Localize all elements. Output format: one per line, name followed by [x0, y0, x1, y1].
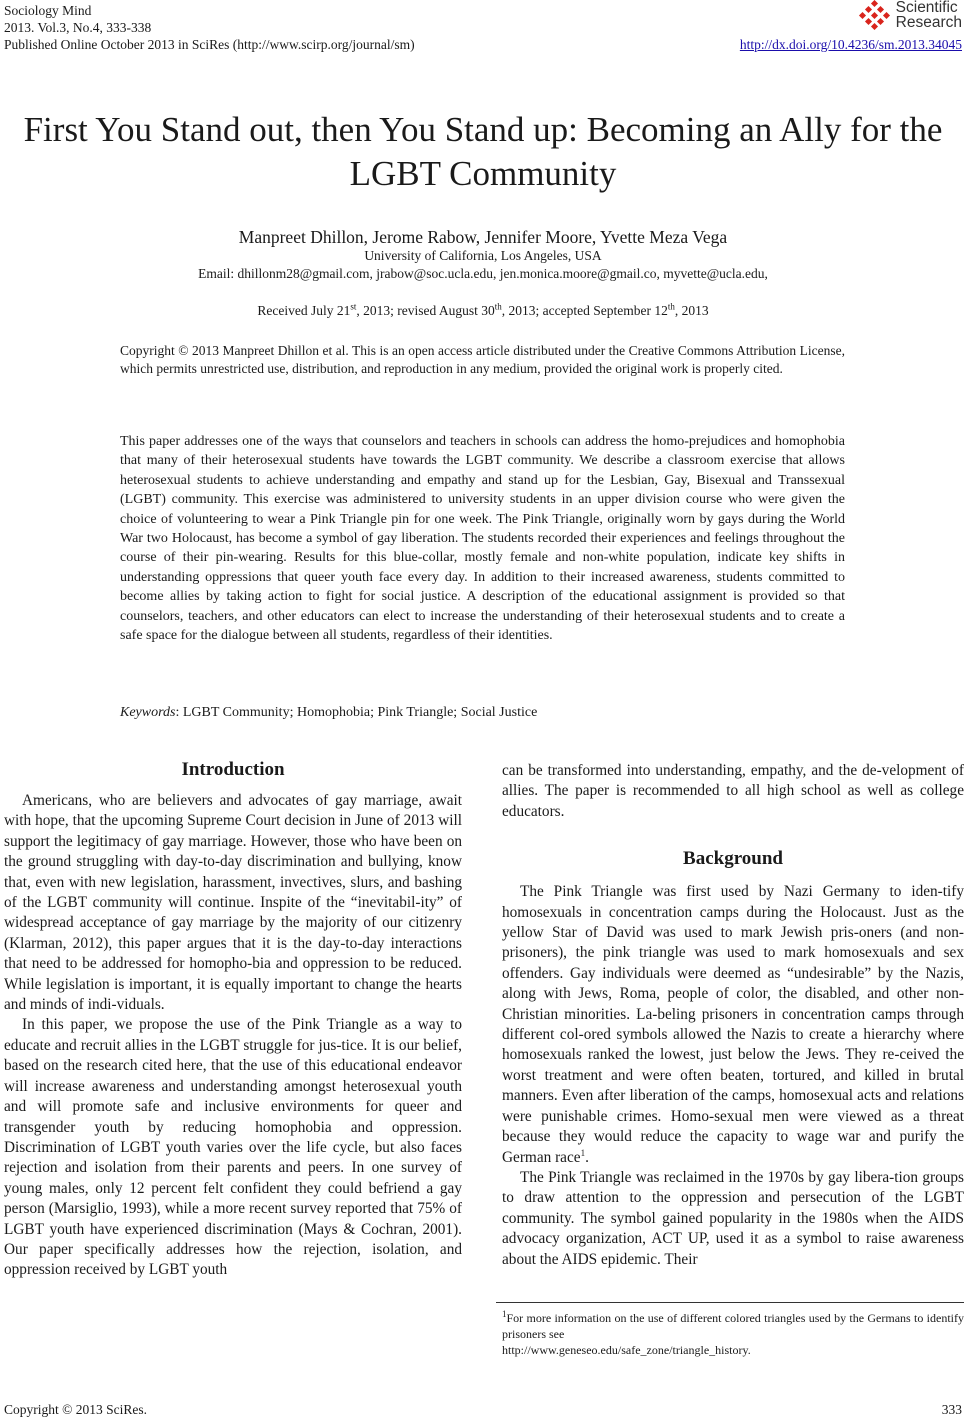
publication-info: Published Online October 2013 in SciRes (http://www.scirp.org/journal/sm): [4, 37, 415, 52]
footnote-divider: [496, 1302, 964, 1303]
received-dates: Received July 21st, 2013; revised August 30th, 2013; accepted September 12th, 2013: [257, 301, 709, 318]
journal-name: Sociology Mind: [4, 3, 92, 18]
logo-text-line2: Research: [895, 14, 962, 31]
footnote-url[interactable]: http://www.geneseo.edu/safe_zone/triangle_history.: [502, 1343, 751, 1357]
page-number: 333: [941, 1402, 962, 1417]
journal-volume: 2013. Vol.3, No.4, 333-338: [4, 20, 152, 35]
scientific-research-logo: [858, 0, 962, 30]
footnote: $^1$For more information on the use of different colored triangles used by the Germans to identify prisoners see http://www.geneseo.edu/safe_zone/triangle_history.: [502, 1309, 964, 1357]
keywords-text: : LGBT Community; Homophobia; Pink Triangle; Social Justice: [175, 705, 538, 720]
intro-paragraph-3: can be transformed into understanding, empathy, and the de-velopment of allies. The paper is recommended to all high school as well as college educators.: [502, 762, 964, 820]
logo-diamond-icon: [858, 0, 892, 30]
author-emails: Email: dhillonm28@gmail.com, jrabow@soc.ucla.edu, jen.monica.moore@gmail.co, myvette@ucla.edu,: [198, 266, 768, 281]
keywords: [120, 705, 845, 721]
paper-title: First You Stand out, then You Stand up: Becoming an Ally for the LGBT Community: [23, 110, 943, 193]
left-column: [4, 757, 462, 1281]
introduction-heading: Introduction: [181, 759, 285, 780]
background-paragraph-1: The Pink Triangle was first used by Nazi Germany to iden-tify homosexuals in concentration camps during the Holocaust. Just as the yellow Star of David was used to mark Jewish pris-oners (and non-prisoners), the pink triangle was used to mark homosexuals and sex offenders. Gay individuals were deemed as “undesirable” by the Nazis, along with Jews, Roma, people of color, the disabled, and other non-Christian minorities. La-beling prisoners in concentration camps through different col-ored symbols allowed the Nazis to create a hierarchy where homosexuals ranked the lowest, just below the Jews. They re-ceived the worst treatment and were often beaten, tortured, and killed in brutal manners. Even after liberation of the camps, homosexual acts and relations were punishable crimes. Homo-sexual men were viewed as a threat because they would reduce the capacity to wage war and purify the German race$^1$.: [502, 883, 964, 1166]
authors: Manpreet Dhillon, Jerome Rabow, Jennifer Moore, Yvette Meza Vega: [238, 227, 728, 247]
right-column: [502, 761, 964, 1270]
doi-link[interactable]: http://dx.doi.org/10.4236/sm.2013.34045: [739, 37, 962, 52]
copyright-notice: Copyright © 2013 Manpreet Dhillon et al. This is an open access article distributed under the Creative Commons Attribution License, which permits unrestricted use, distribution, and reproduction in any medium, provided the original work is properly cited.: [120, 343, 845, 376]
abstract: This paper addresses one of the ways that counselors and teachers in schools can address the homo-prejudices and homophobia that many of their heterosexual students have towards the LGBT community. We describe a classroom exercise that allows heterosexual students to achieve understanding and empathy and stand up for the Lesbian, Gay, Bisexual and Transsexual (LGBT) community. This exercise was administered to university students in an upper division course who were given the choice of volunteering to wear a Pink Triangle pin for one week. The Pink Triangle, originally worn by gays during the World War two Holocaust, has become a symbol of gay liberation. The students recorded their experiences and feelings throughout the course of their pin-wearing. Results for this blue-collar, mostly female and non-white population, indicate key shifts in understanding oppressions that queer youth face every day. In addition to their increased awareness, students committed to become allies by taking action to fight for social justice. A description of the educational assignment is provided so that counselors, teachers, and other educators can elect to increase the understanding of their heterosexual students and to create a safe space for the dialogue between all students, regardless of their identities.: [120, 434, 845, 644]
affiliation: University of California, Los Angeles, USA: [364, 248, 602, 263]
intro-paragraph-2: In this paper, we propose the use of the Pink Triangle as a way to educate and recruit allies in the LGBT struggle for jus-tice. It is our belief, based on the research cited here, that the use of this educational endeavor will increase awareness and understanding amongst heterosexual youth and will promote safe and inclusive environments for queer and transgender youth by reducing homophobia and oppression. Discrimination of LGBT youth varies over the life cycle, but also faces rejection and isolation from their parents and peers. In one survey of young males, only 12 percent felt confident they could befriend a gay person (Marsiglio, 1993), while a more recent survey reported that 75% of LGBT youth have experienced discrimination (Mays & Cochran, 2001). Our paper specifically addresses how the rejection, isolation, and oppression received by LGBT youth: [4, 1016, 462, 1279]
footer-copyright: Copyright © 2013 SciRes.: [4, 1402, 148, 1417]
intro-paragraph-1: Americans, who are believers and advocates of gay marriage, await with hope, that the upcoming Supreme Court decision in June of 2013 will support the legitimacy of gay marriage. However, those who have been on the ground struggling with day-to-day discrimination and bullying, know that, even with new legislation, harassment, invectives, slurs, and bashing of the LGBT community will continue. Inspite of the “inevitabil-ity” of widespread acceptance of gay marriage by the majority of our citizenry (Klarman, 2012), this paper argues that it is the day-to-day interactions that need to be addressed for homopho-bia and oppression to be reduced. While legislation is important, it is equally important to change the hearts and minds of indi-viduals.: [4, 792, 462, 1014]
logo-text-line1: Scientific: [895, 0, 958, 16]
background-paragraph-2: The Pink Triangle was reclaimed in the 1970s by gay libera-tion groups to draw attention to the oppression and persecution of the LGBT community. The symbol gained popularity in the 1980s when the AIDS advocacy organization, ACT UP, used it as a symbol to raise awareness about the AIDS epidemic. Their: [502, 1168, 964, 1268]
keywords-label: Keywords: [120, 705, 176, 720]
background-heading: Background: [683, 848, 783, 870]
